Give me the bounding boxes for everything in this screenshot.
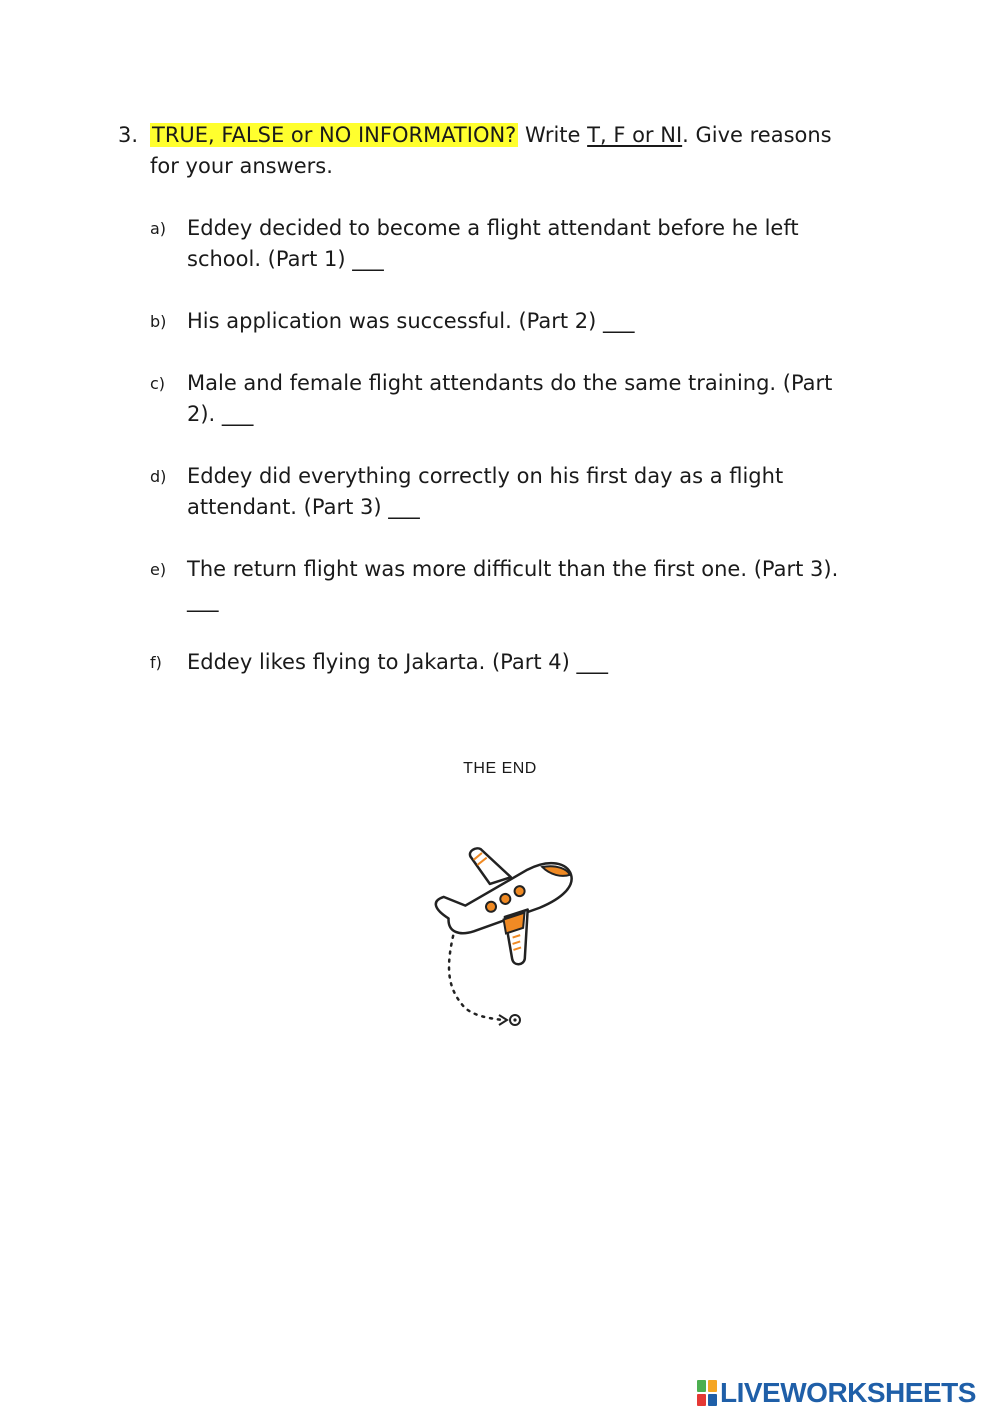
the-end-label: THE END [463,760,537,777]
statement-letter: a) [150,219,167,238]
question-instruction [118,120,838,182]
question-options: T, F or NI [587,123,683,147]
liveworksheets-logo-icon [696,1379,718,1407]
statement-item-c [150,368,865,430]
statement-text: Male and female flight attendants do the same training. (Part 2). ___ [187,371,833,426]
statement-item-d [150,461,865,523]
statement-item-e [150,554,865,616]
statement-text: Eddey decided to become a flight attendant before he left school. (Part 1) ___ [187,216,799,271]
question-highlight: TRUE, FALSE or NO INFORMATION? [152,123,517,147]
logo-text: LIVEWORKSHEETS [720,1377,976,1408]
question-rest: . Give reasons for your answers. [150,123,832,178]
question-text [150,120,838,182]
liveworksheets-logo [696,1376,976,1410]
statement-text: His application was successful. (Part 2) ___ [187,309,635,333]
statement-letter: c) [150,374,166,393]
statement-text: Eddey did everything correctly on his first day as a flight attendant. (Part 3) ___ [187,464,784,519]
statement-list [150,213,865,709]
statement-text: Eddey likes flying to Jakarta. (Part 4) ___ [187,650,608,674]
question-write: Write [518,123,588,147]
statement-text: The return flight was more difficult than the first one. (Part 3). ___ [187,557,839,612]
question-number: 3. [118,123,139,147]
statement-letter: d) [150,467,167,486]
statement-item-f [150,647,865,678]
statement-item-a [150,213,865,275]
statement-letter: f) [150,653,162,672]
statement-letter: e) [150,560,167,579]
statement-letter: b) [150,312,167,331]
airplane-icon [425,838,585,1033]
statement-item-b [150,306,865,337]
